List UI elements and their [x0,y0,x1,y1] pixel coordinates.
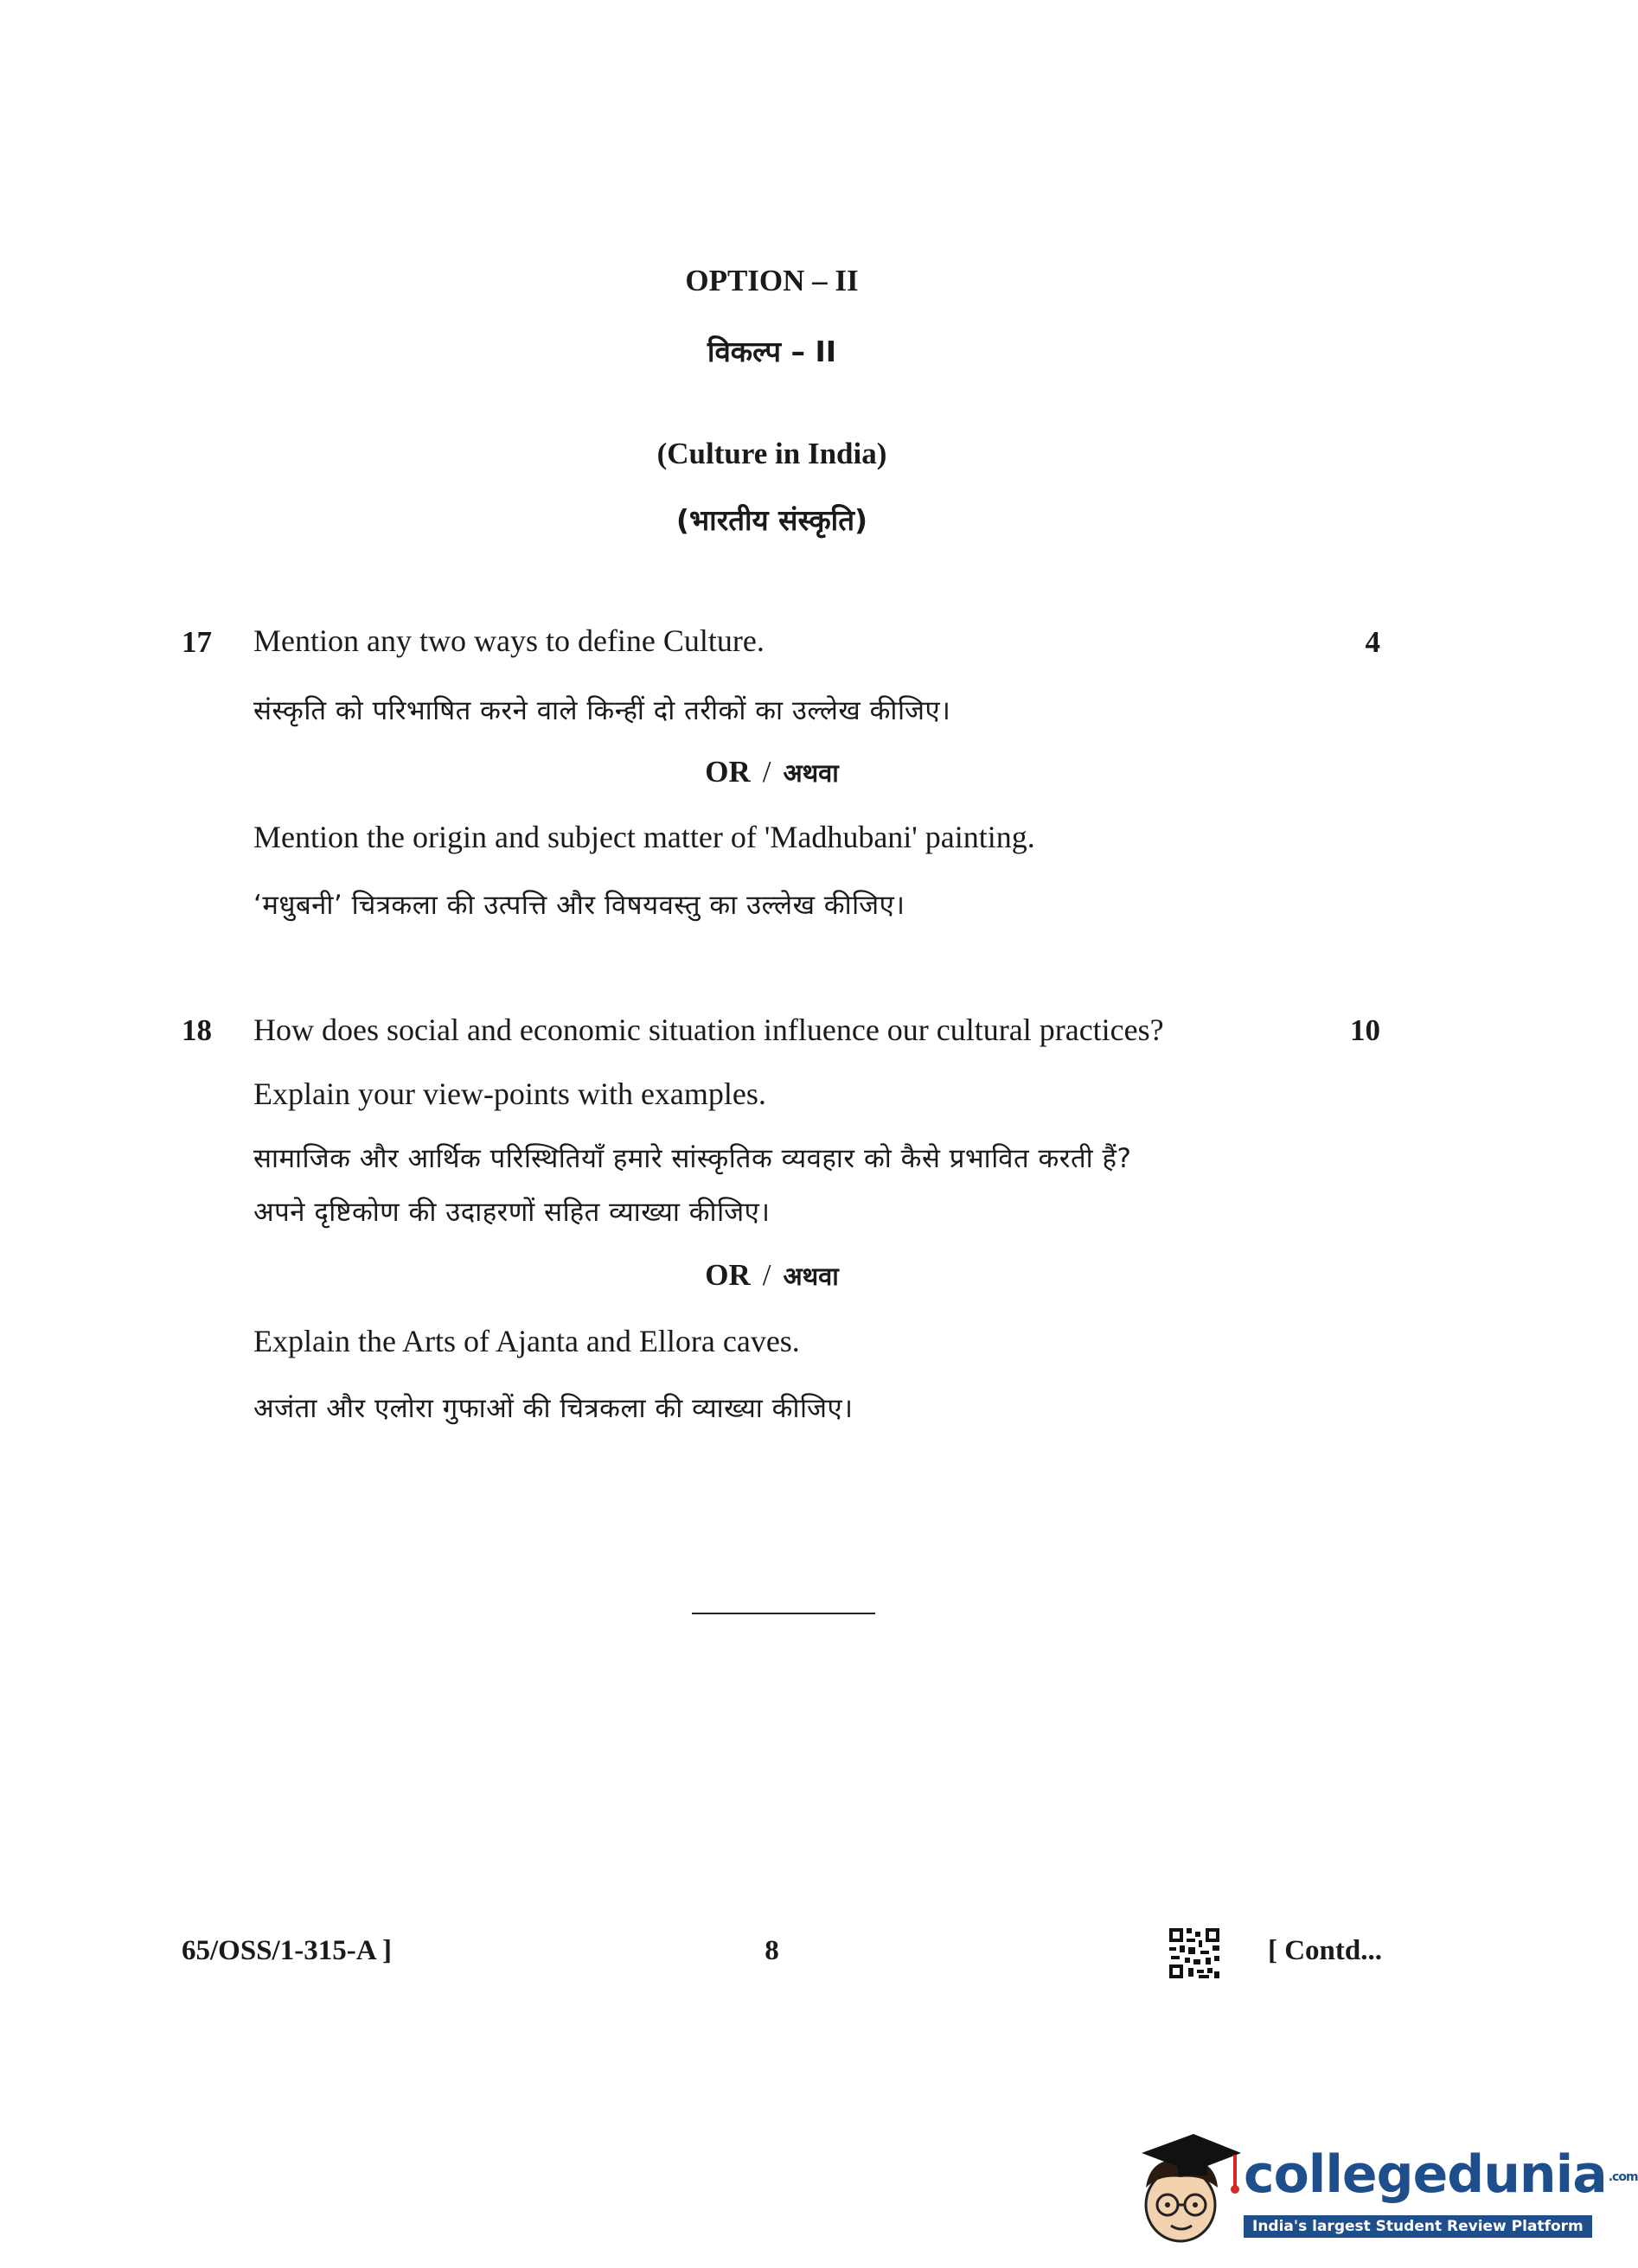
subject-title-hindi: (भारतीय संस्कृति) [675,503,868,537]
qr-code-icon [1168,1926,1221,1980]
collegedunia-logo [1133,2118,1638,2248]
option-title: OPTION – II [685,264,859,297]
question-text-english-line-1: How does social and economic situation influence our cultural practices? [253,1013,1164,1047]
or-label-hindi: अथवा [783,758,839,788]
question-number: 18 [182,1013,212,1047]
question-marks: 4 [1365,625,1380,659]
end-of-questions-rule [692,1613,875,1614]
question-number: 17 [182,625,212,659]
subject-title: (Culture in India) [656,437,887,470]
continued-label: [ Contd... [1267,1935,1382,1966]
question-text-hindi: संस्कृति को परिभाषित करने वाले किन्हीं दो तरीकों का उल्लेख कीजिए। [253,695,951,726]
or-label: OR [705,1258,751,1292]
question-text-hindi-line-1: सामाजिक और आर्थिक परिस्थितियाँ हमारे सांस्कृतिक व्यवहार को कैसे प्रभावित करती हैं? [253,1143,1132,1174]
alternative-question-hindi: ‘मधुबनी’ चित्रकला की उत्पत्ति और विषयवस्तु का उल्लेख कीजिए। [253,890,905,921]
or-slash: / [762,1258,771,1292]
or-separator [0,1258,1544,1293]
student-mascot-icon [1133,2118,1245,2248]
brand-suffix: .com [1608,2170,1638,2185]
brand-name: collegedunia .com [1244,2144,1638,2205]
question-text-english: Mention any two ways to define Culture. [253,623,765,658]
alternative-question-english: Explain the Arts of Ajanta and Ellora caves. [253,1324,800,1358]
or-separator [0,755,1544,789]
question-marks: 10 [1350,1013,1380,1047]
question-text-hindi-line-2: अपने दृष्टिकोण की उदाहरणों सहित व्याख्या कीजिए। [253,1197,771,1228]
question-text-english-line-2: Explain your view-points with examples. [253,1077,766,1111]
alternative-question-hindi: अजंता और एलोरा गुफाओं की चित्रकला की व्याख्या कीजिए। [253,1393,854,1424]
option-title-hindi: विकल्प – II [707,335,837,368]
page-number: 8 [765,1935,779,1966]
brand-tagline: India's largest Student Review Platform [1244,2215,1592,2238]
or-label: OR [705,755,751,789]
paper-code: 65/OSS/1-315-A ] [182,1935,392,1966]
or-slash: / [762,755,771,789]
alternative-question-english: Mention the origin and subject matter of 'Madhubani' painting. [253,820,1035,854]
or-label-hindi: अथवा [783,1262,839,1291]
